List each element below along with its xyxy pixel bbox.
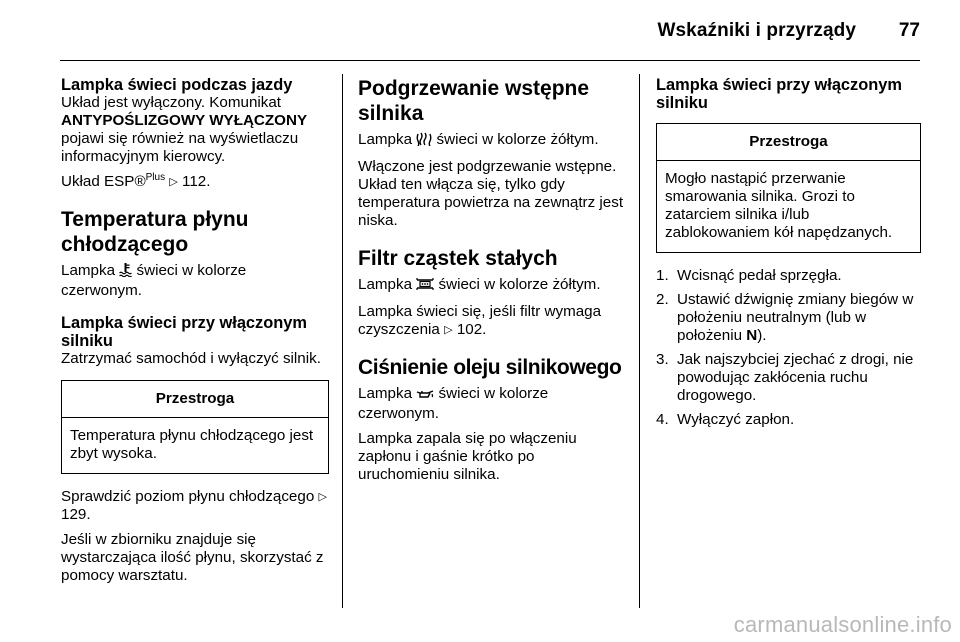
page-number: 77 <box>898 20 920 41</box>
column-divider-1 <box>342 74 343 608</box>
heading-lamp-engine-running-oil: Lampka świeci przy włączonym silniku <box>656 76 902 112</box>
paragraph: Lampka świeci w kolorze czerwonym. <box>61 262 247 299</box>
column-divider-2 <box>639 74 640 608</box>
heading-preheating: Podgrzewanie wstępne silnika <box>358 77 590 125</box>
header-divider <box>60 60 920 61</box>
reference-arrow-icon: ▷ <box>444 324 453 336</box>
page-reference: 112. <box>182 173 211 190</box>
caution-box <box>656 123 921 253</box>
heading-particle-filter: Filtr cząstek stałych <box>358 247 558 270</box>
paragraph: Włączone jest podgrzewanie wstępne. Układ ten włącza się, tylko gdy temperatura powietrza na zewnątrz jest niska. <box>358 158 624 229</box>
coolant-temperature-icon <box>119 262 132 282</box>
paragraph: Sprawdzić poziom płynu chłodzącego ▷ 129. <box>61 488 327 523</box>
paragraph: Lampka świeci w kolorze czerwonym. <box>358 385 549 422</box>
paragraph: Lampka zapala się po włączeniu zapłonu i gaśnie krótko po uruchomieniu silnika. <box>358 430 577 483</box>
column-1 <box>61 76 329 592</box>
paragraph: Lampka świeci w kolorze żółtym. <box>358 131 628 151</box>
caution-body: Temperatura płynu chłodzącego jest zbyt wysoka. <box>70 427 314 462</box>
paragraph: Zatrzymać samochód i wyłączyć silnik. <box>61 350 321 367</box>
paragraph: Układ ESP®$^{Plus}$ ▷ 112. <box>61 171 211 190</box>
paragraph: Lampka świeci się, jeśli filtr wymaga czyszczenia ▷ 102. <box>358 303 602 338</box>
steps-list <box>656 267 921 429</box>
page-reference: 129. <box>61 506 91 523</box>
caution-body: Mogło nastąpić przerwanie smarowania silnika. Grozi to zatarciem silnika i/lub zablokowaniem kół napędzanych. <box>665 170 893 241</box>
caution-title: Przestroga <box>62 381 328 418</box>
column-3 <box>656 76 921 435</box>
caution-box <box>61 380 329 474</box>
caution-title: Przestroga <box>657 124 920 161</box>
heading-oil-pressure: Ciśnienie oleju silnikowego <box>358 356 622 379</box>
page-reference: 102. <box>456 321 487 338</box>
heading-lamp-while-driving: Lampka świeci podczas jazdy <box>61 76 293 94</box>
paragraph: Lampka świeci w kolorze żółtym. <box>358 276 628 296</box>
glow-plug-icon <box>416 132 432 151</box>
paragraph: Układ jest wyłączony. Komunikat ANTYPOŚLIZGOWY WYŁĄCZONY pojawi się również na wyświetlaczu informacyjnym kierowcy. <box>61 94 308 165</box>
column-2 <box>358 76 628 491</box>
list-item: 3. Jak najszybciej zjechać z drogi, nie powodując zakłócenia ruchu drogowego. <box>656 351 914 404</box>
list-item: 2. Ustawić dźwignię zmiany biegów w położeniu neutralnym (lub w położeniu N). <box>656 291 914 344</box>
watermark: carmanualsonline.info <box>733 612 952 637</box>
page-header <box>0 14 920 54</box>
particle-filter-icon <box>416 277 434 296</box>
oil-pressure-icon <box>416 387 434 405</box>
paragraph: Jeśli w zbiorniku znajduje się wystarczająca ilość płynu, skorzystać z pomocy warsztatu. <box>61 531 324 584</box>
list-item: 1. Wcisnąć pedał sprzęgła. <box>656 267 842 284</box>
heading-lamp-engine-running: Lampka świeci przy włączonym silniku <box>61 314 307 350</box>
message-text: ANTYPOŚLIZGOWY WYŁĄCZONY <box>61 112 308 129</box>
reference-arrow-icon: ▷ <box>318 491 327 503</box>
reference-arrow-icon: ▷ <box>169 176 178 188</box>
section-title: Wskaźniki i przyrządy <box>657 20 856 41</box>
list-item: 4. Wyłączyć zapłon. <box>656 411 795 428</box>
heading-coolant-temperature: Temperatura płynu chłodzącego <box>61 208 249 256</box>
